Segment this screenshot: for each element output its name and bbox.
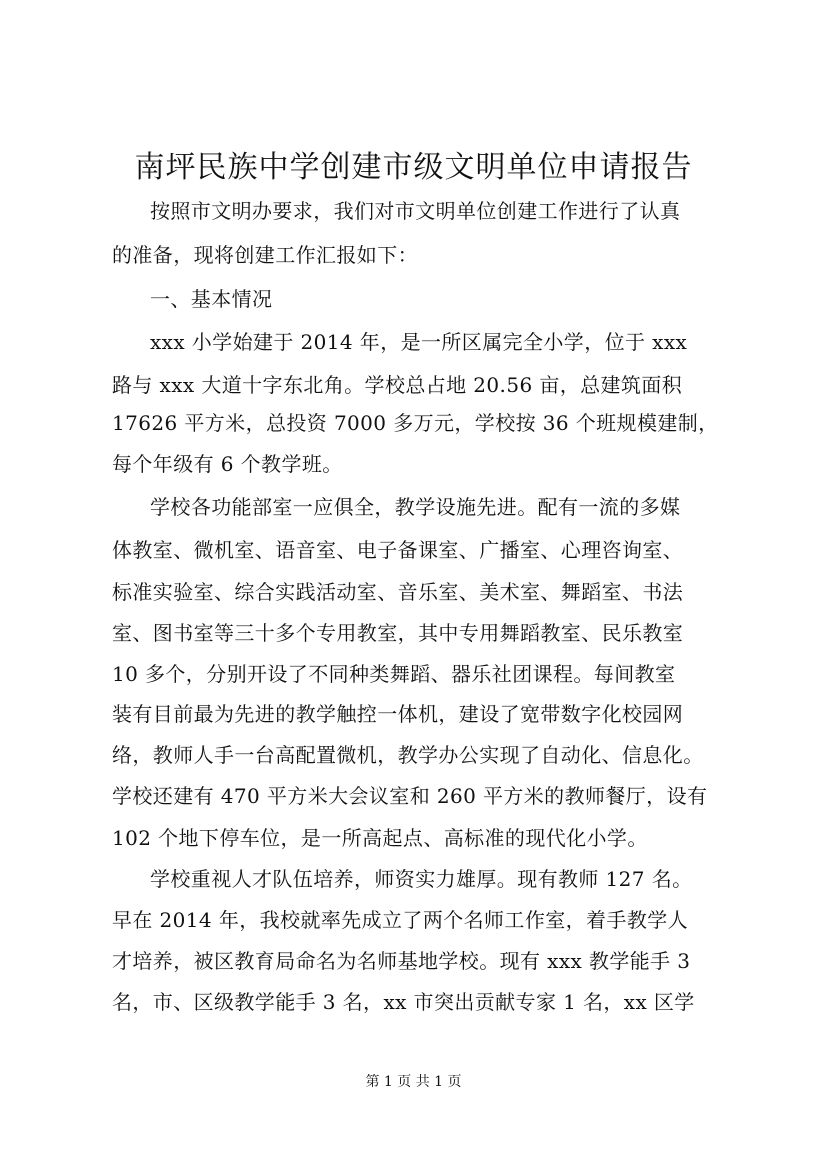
paragraph-line: 102 个地下停车位，是一所高起点、高标准的现代化小学。 — [112, 826, 648, 850]
paragraph-line: 才培养，被区教育局命名为名师基地学校。现有 xxx 教学能手 3 — [112, 949, 691, 973]
paragraph-line: 路与 xxx 大道十字东北角。学校总占地 20.56 亩，总建筑面积 — [112, 373, 683, 397]
paragraph-line: 每个年级有 6 个教学班。 — [112, 452, 343, 476]
paragraph-line: 名，市、区级教学能手 3 名，xx 市突出贡献专家 1 名，xx 区学 — [112, 990, 695, 1014]
paragraph-line: 的准备，现将创建工作汇报如下： — [112, 243, 418, 267]
paragraph-line: 体教室、微机室、语音室、电子备课室、广播室、心理咨询室、 — [112, 538, 684, 562]
paragraph-line: 按照市文明办要求，我们对市文明单位创建工作进行了认真 — [150, 199, 681, 223]
paragraph-line: 10 多个，分别开设了不同种类舞蹈、器乐社团课程。每间教室 — [112, 662, 676, 686]
paragraph-line: xxx 小学始建于 2014 年，是一所区属完全小学，位于 xxx — [150, 330, 688, 354]
document-title: 南坪民族中学创建市级文明单位申请报告 — [134, 150, 693, 185]
paragraph-line: 早在 2014 年，我校就率先成立了两个名师工作室，着手教学人 — [112, 908, 689, 932]
paragraph-line: 学校各功能部室一应俱全，教学设施先进。配有一流的多媒 — [150, 495, 681, 519]
paragraph-line: 室、图书室等三十多个专用教室，其中专用舞蹈教室、民乐教室 — [112, 621, 684, 645]
paragraph-line: 标准实验室、综合实践活动室、音乐室、美术室、舞蹈室、书法 — [112, 580, 684, 604]
paragraph-line: 17626 平方米，总投资 7000 多万元，学校按 36 个班规模建制， — [112, 411, 719, 435]
paragraph-line: 学校还建有 470 平方米大会议室和 260 平方米的教师餐厅，设有 — [112, 784, 708, 808]
paragraph-line: 装有目前最为先进的教学触控一体机，建设了宽带数字化校园网 — [112, 702, 684, 726]
paragraph-line: 络，教师人手一台高配置微机，教学办公实现了自动化、信息化。 — [112, 743, 704, 767]
page-number-footer: 第 1 页 共 1 页 — [365, 1074, 462, 1090]
section-heading: 一、基本情况 — [150, 287, 273, 311]
paragraph-line: 学校重视人才队伍培养，师资实力雄厚。现有教师 127 名。 — [150, 867, 693, 891]
